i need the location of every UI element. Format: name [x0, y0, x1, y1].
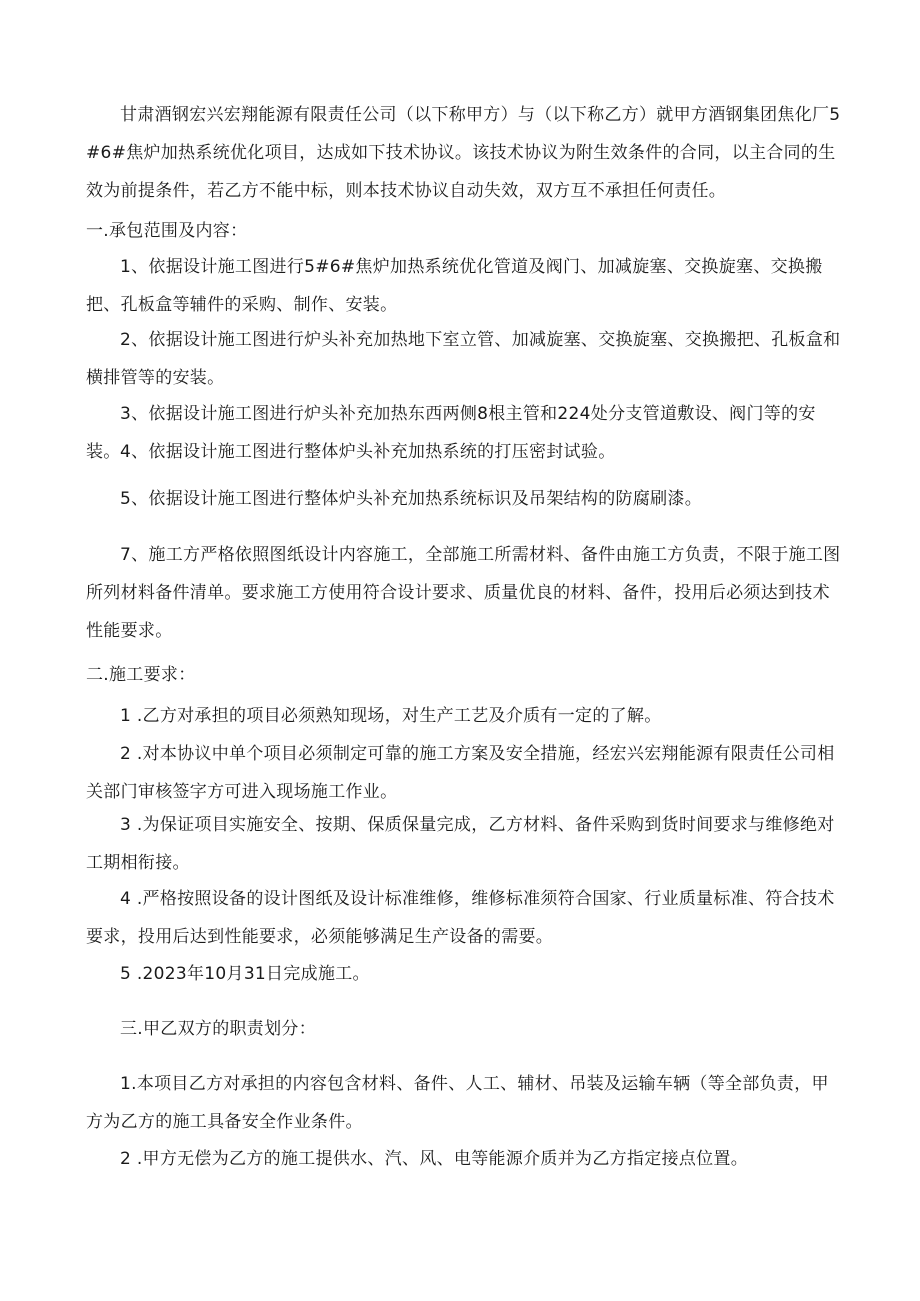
section2-item-2: 2 .对本协议中单个项目必须制定可靠的施工方案及安全措施，经宏兴宏翔能源有限责任公司相关部门审核签字方可进入现场施工作业。: [86, 744, 835, 802]
section1-item-5: 5、依据设计施工图进行整体炉头补充加热系统标识及吊架结构的防腐刷漆。: [120, 489, 703, 509]
section1-item-3: 3、依据设计施工图进行炉头补充加热东西两侧8根主管和224处分支管道敷设、阀门等的安装。: [86, 404, 816, 462]
section3-heading: 三.甲乙双方的职责划分：: [120, 1019, 317, 1039]
section2-item-1: 1 .乙方对承担的项目必须熟知现场，对生产工艺及介质有一定的了解。: [120, 706, 662, 726]
section2-item-5: 5 .2023年10月31日完成施工。: [120, 964, 370, 984]
intro-paragraph: 甘肃酒钢宏兴宏翔能源有限责任公司（以下称甲方）与（以下称乙方）就甲方酒钢集团焦化厂5#6#焦炉加热系统优化项目，达成如下技术协议。该技术协议为附生效条件的合同，以主合同的生效为前提条件，若乙方不能中标，则本技术协议自动失效，双方互不承担任何责任。: [86, 105, 841, 201]
section3-item-2: 2 .甲方无偿为乙方的施工提供水、汽、风、电等能源介质并为乙方指定接点位置。: [120, 1149, 749, 1169]
section2-item-4: 4 .严格按照设备的设计图纸及设计标准维修，维修标准须符合国家、行业质量标准、符合技术要求，投用后达到性能要求，必须能够满足生产设备的需要。: [86, 889, 835, 947]
section1-item-7: 7、施工方严格依照图纸设计内容施工，全部施工所需材料、备件由施工方负责，不限于施工图所列材料备件清单。要求施工方使用符合设计要求、质量优良的材料、备件，投用后必须达到技术性能要求。: [86, 545, 841, 641]
section1-item-2: 2、依据设计施工图进行炉头补充加热地下室立管、加减旋塞、交换旋塞、交换搬把、孔板盒和横排管等的安装。: [86, 330, 841, 388]
section1-item-4: 4、依据设计施工图进行整体炉头补充加热系统的打压密封试验。: [120, 442, 616, 462]
section2-item-3: 3 .为保证项目实施安全、按期、保质保量完成，乙方材料、备件采购到货时间要求与维修绝对工期相衔接。: [86, 815, 835, 873]
section1-item-1: 1、依据设计施工图进行5#6#焦炉加热系统优化管道及阀门、加减旋塞、交换旋塞、交换搬把、孔板盒等辅件的采购、制作、安装。: [86, 257, 823, 315]
section2-heading: 二.施工要求：: [86, 665, 196, 685]
section3-item-1: 1.本项目乙方对承担的内容包含材料、备件、人工、辅材、吊装及运输车辆（等全部负责，甲方为乙方的施工具备安全作业条件。: [86, 1074, 829, 1132]
section1-heading: 一.承包范围及内容：: [86, 221, 248, 241]
